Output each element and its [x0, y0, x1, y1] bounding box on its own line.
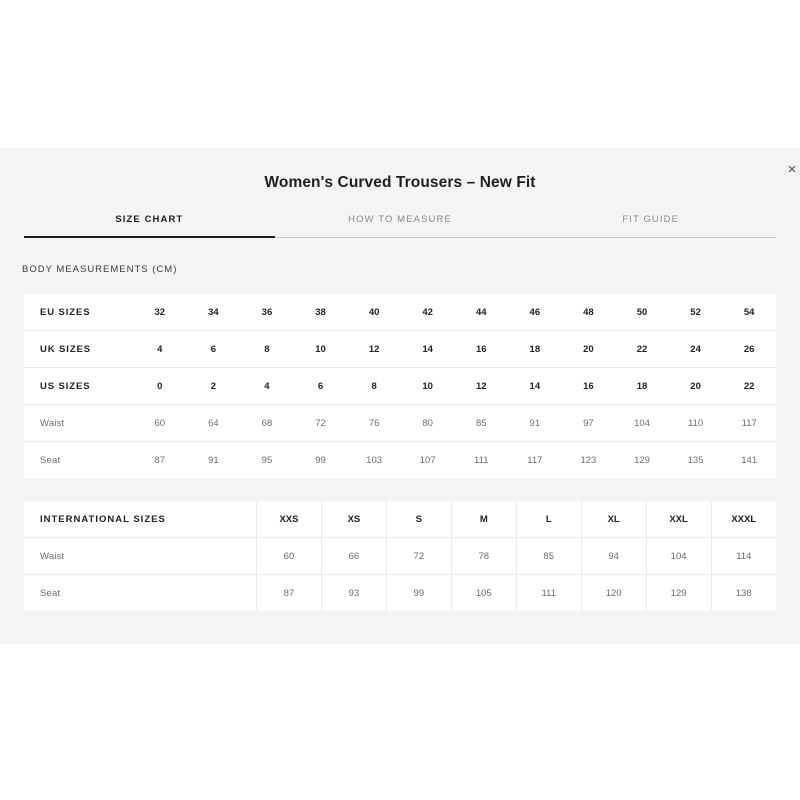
cell: 0 — [133, 368, 187, 405]
size-table — [24, 294, 776, 478]
row-header: Seat — [40, 587, 61, 599]
cell: 38 — [294, 294, 348, 331]
page-title: Women's Curved Trousers – New Fit — [264, 174, 536, 191]
cell: 103 — [366, 454, 383, 466]
cell: 110 — [669, 405, 723, 442]
table-row — [24, 501, 776, 538]
cell: 85 — [516, 538, 581, 575]
cell: 52 — [669, 294, 723, 331]
cell: 72 — [386, 538, 451, 575]
cell: 22 — [722, 368, 776, 405]
cell: 32 — [133, 294, 187, 331]
cell: 68 — [240, 405, 294, 442]
table-row — [24, 442, 776, 479]
cell: 99 — [386, 575, 451, 612]
cell: 60 — [133, 405, 187, 442]
cell: 99 — [315, 454, 326, 466]
table-row — [24, 294, 776, 331]
row-header: UK SIZES — [24, 331, 133, 368]
cell: 2 — [187, 368, 241, 405]
cell: 80 — [401, 405, 455, 442]
column-header: S — [386, 501, 451, 538]
row-header: Waist — [24, 405, 133, 442]
cell: 50 — [615, 294, 669, 331]
cell: 120 — [581, 575, 646, 612]
cell: 117 — [722, 405, 776, 442]
cell: 129 — [646, 575, 711, 612]
cell: 111 — [516, 575, 581, 612]
international-size-table — [24, 501, 776, 611]
row-header: Seat — [40, 454, 61, 466]
cell: 8 — [240, 331, 294, 368]
cell: 8 — [347, 368, 401, 405]
cell: 12 — [347, 331, 401, 368]
cell: 10 — [294, 331, 348, 368]
cell: 138 — [711, 575, 776, 612]
cell: 78 — [451, 538, 516, 575]
column-header: XL — [581, 501, 646, 538]
column-header: XS — [321, 501, 386, 538]
column-header: M — [451, 501, 516, 538]
section-label-body-measurements: BODY MEASUREMENTS (CM) — [22, 264, 178, 275]
cell: 42 — [401, 294, 455, 331]
cell: 64 — [187, 405, 241, 442]
cell: 72 — [294, 405, 348, 442]
row-header: INTERNATIONAL SIZES — [24, 501, 257, 538]
cell: 94 — [581, 538, 646, 575]
cell: 40 — [347, 294, 401, 331]
column-header: XXL — [646, 501, 711, 538]
size-chart-modal — [0, 148, 800, 644]
cell: 91 — [508, 405, 562, 442]
table-row — [24, 575, 776, 612]
cell: 48 — [562, 294, 616, 331]
international-size-table-container — [24, 501, 776, 611]
cell: 46 — [508, 294, 562, 331]
cell: 66 — [321, 538, 386, 575]
cell: 4 — [240, 368, 294, 405]
cell: 117 — [527, 454, 543, 466]
cell: 76 — [347, 405, 401, 442]
cell: 95 — [261, 454, 273, 466]
cell: 22 — [615, 331, 669, 368]
cell: 107 — [419, 454, 436, 466]
tab-bar — [24, 214, 776, 238]
size-table-container — [24, 294, 776, 478]
cell: 91 — [208, 454, 219, 466]
cell: 129 — [634, 454, 650, 466]
table-row — [24, 331, 776, 368]
column-header: L — [516, 501, 581, 538]
table-row — [24, 368, 776, 405]
cell: 20 — [669, 368, 723, 405]
cell: 93 — [321, 575, 386, 612]
cell: 141 — [741, 454, 758, 466]
column-header: XXXL — [711, 501, 776, 538]
cell: 54 — [722, 294, 776, 331]
cell: 104 — [646, 538, 711, 575]
cell: 14 — [401, 331, 455, 368]
cell: 24 — [669, 331, 723, 368]
cell: 85 — [454, 405, 508, 442]
cell: 16 — [454, 331, 508, 368]
cell: 114 — [711, 538, 776, 575]
cell: 105 — [451, 575, 516, 612]
cell: 18 — [615, 368, 669, 405]
tab-how-to-measure[interactable]: HOW TO MEASURE — [348, 214, 452, 225]
cell: 6 — [294, 368, 348, 405]
cell: 60 — [257, 538, 322, 575]
cell: 26 — [722, 331, 776, 368]
row-header: US SIZES — [24, 368, 133, 405]
cell: 44 — [454, 294, 508, 331]
cell: 4 — [133, 331, 187, 368]
cell: 12 — [454, 368, 508, 405]
cell: 123 — [580, 454, 597, 466]
cell: 36 — [240, 294, 294, 331]
tab-size-chart[interactable]: SIZE CHART — [24, 214, 275, 237]
cell: 20 — [562, 331, 616, 368]
cell: 16 — [562, 368, 616, 405]
tab-fit-guide[interactable]: FIT GUIDE — [622, 214, 680, 225]
row-header: Waist — [24, 538, 257, 575]
cell: 18 — [508, 331, 562, 368]
row-header: EU SIZES — [24, 294, 133, 331]
cell: 34 — [187, 294, 241, 331]
column-header: XXS — [257, 501, 322, 538]
cell: 97 — [562, 405, 616, 442]
cell: 87 — [257, 575, 322, 612]
table-row — [24, 405, 776, 442]
close-icon[interactable]: × — [784, 162, 800, 178]
cell: 6 — [187, 331, 241, 368]
cell: 87 — [154, 454, 166, 466]
cell: 135 — [687, 454, 704, 466]
cell: 10 — [401, 368, 455, 405]
cell: 14 — [508, 368, 562, 405]
table-row — [24, 538, 776, 575]
cell: 111 — [474, 454, 489, 466]
cell: 104 — [615, 405, 669, 442]
